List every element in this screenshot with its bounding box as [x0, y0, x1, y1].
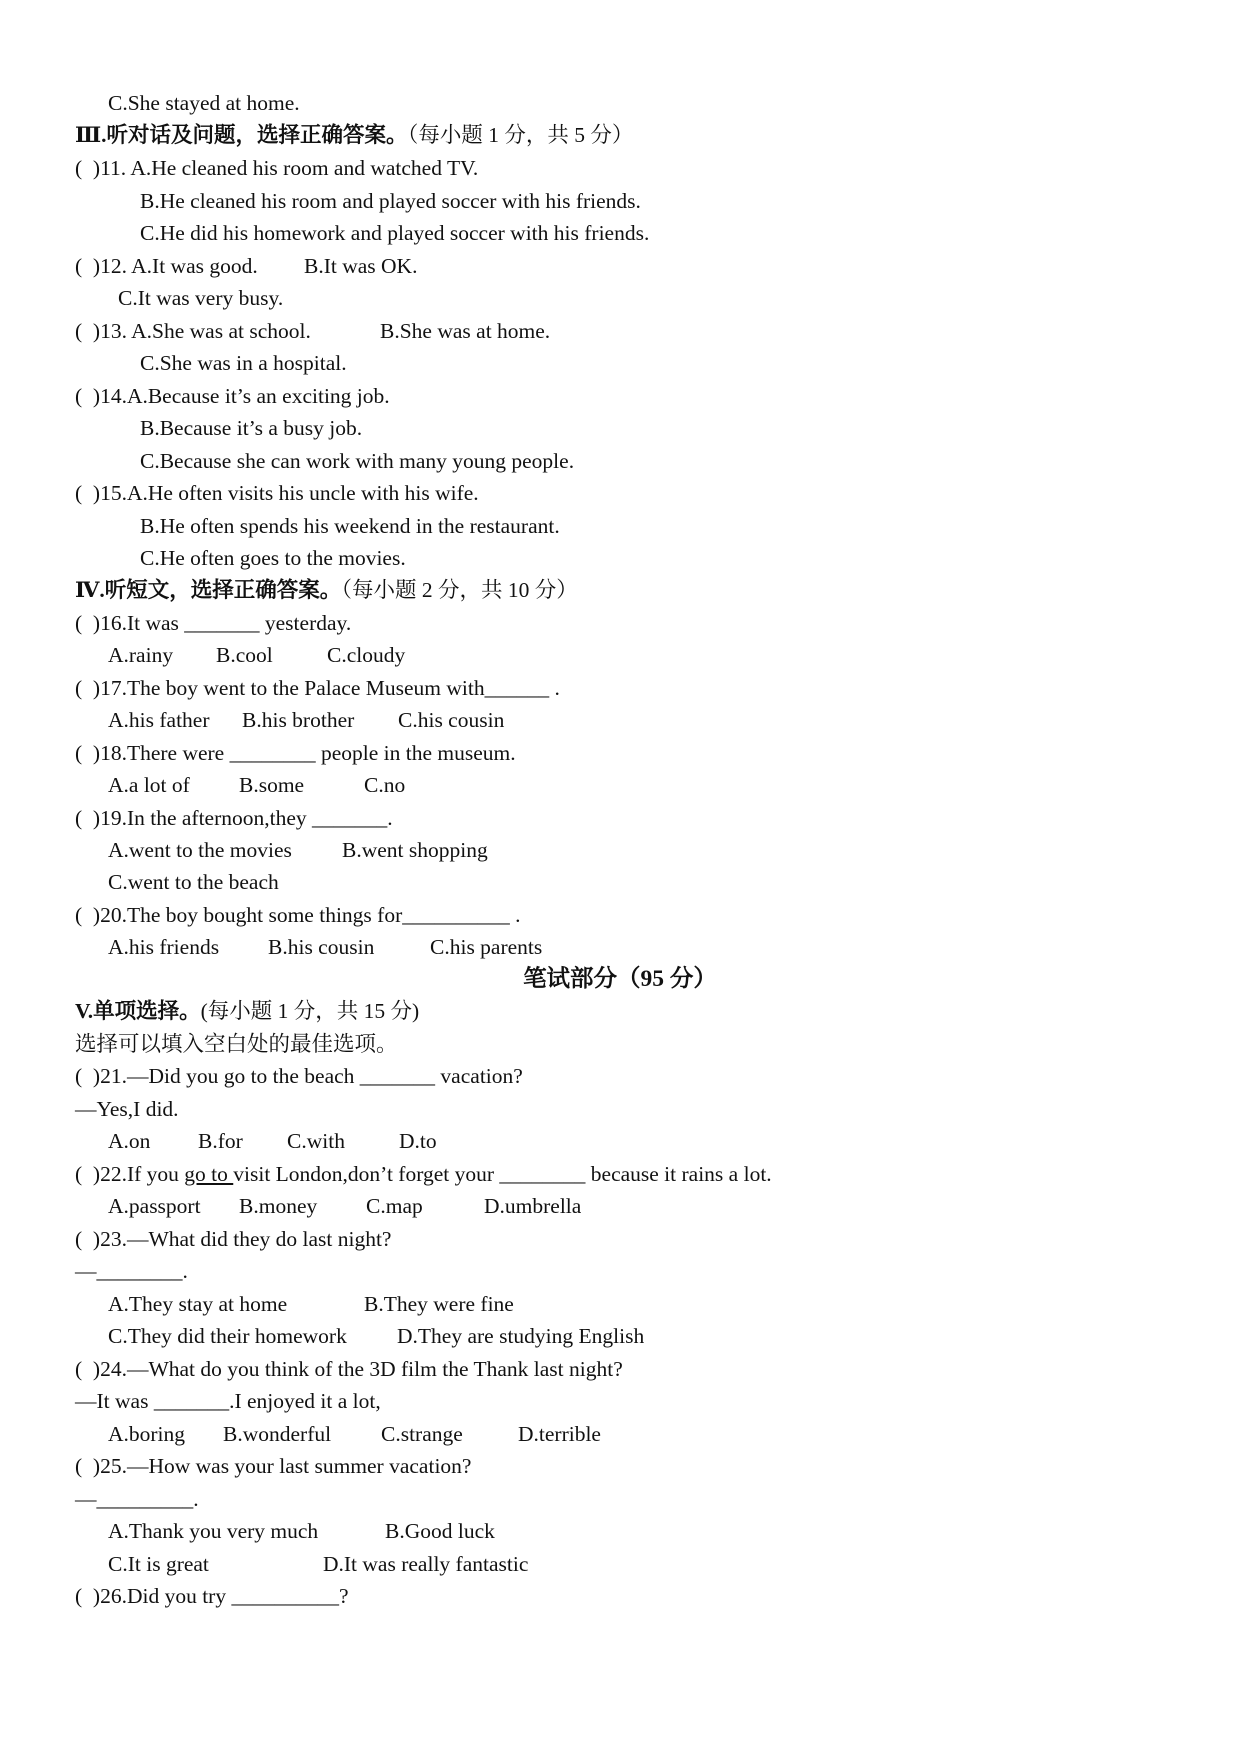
q25-option-a: A.Thank you very much [108, 1519, 319, 1543]
section-4-heading [75, 577, 578, 603]
q11-option-c: C.He did his homework and played soccer with his friends. [140, 221, 650, 245]
q13-stem: ( )13. A.She was at school. [75, 319, 311, 343]
q16-stem: ( )16.It was _______ yesterday. [75, 611, 352, 635]
q22-stem-start: ( )22.If you [75, 1162, 185, 1186]
q26-stem: ( )26.Did you try __________? [75, 1584, 349, 1608]
q24-option-c: C.strange [381, 1422, 463, 1446]
q23-option-a: A.They stay at home [108, 1292, 288, 1316]
q17-stem: ( )17.The boy went to the Palace Museum with______ . [75, 676, 560, 700]
q25-option-c: C.It is great [108, 1552, 209, 1576]
section-5-score: (每小题 1 分，共 15 分) [200, 999, 420, 1023]
q23-stem: ( )23.—What did they do last night? [75, 1227, 392, 1251]
q22-option-c: C.map [366, 1194, 423, 1218]
written-part-title: 笔试部分（95 分） [523, 966, 717, 992]
section-5-heading [75, 998, 419, 1024]
q20-option-c: C.his parents [430, 935, 543, 959]
q19-stem: ( )19.In the afternoon,they _______. [75, 806, 393, 830]
q17-option-a: A.his father [108, 708, 210, 732]
q22-stem [75, 1161, 772, 1187]
q11-stem: ( )11. A.He cleaned his room and watched TV. [75, 156, 479, 180]
q23-answer: —________. [75, 1259, 188, 1283]
q19-option-c: C.went to the beach [108, 870, 279, 894]
q14-stem: ( )14.A.Because it’s an exciting job. [75, 384, 390, 408]
q13-option-c: C.She was in a hospital. [140, 351, 347, 375]
q15-option-b: B.He often spends his weekend in the restaurant. [140, 514, 560, 538]
q24-answer: —It was _______.I enjoyed it a lot, [75, 1389, 381, 1413]
q13-option-b: B.She was at home. [380, 319, 551, 343]
section-4-title: Ⅳ.听短文，选择正确答案。 [75, 578, 342, 602]
q20-option-a: A.his friends [108, 935, 220, 959]
q21-option-c: C.with [287, 1129, 345, 1153]
q24-option-a: A.boring [108, 1422, 186, 1446]
q22-stem-end: visit London,don’t forget your ________ because it rains a lot. [233, 1162, 772, 1186]
q25-option-d: D.It was really fantastic [323, 1552, 529, 1576]
q17-option-b: B.his brother [242, 708, 355, 732]
section-5-instruction: 选择可以填入空白处的最佳选项。 [75, 1032, 398, 1056]
q12-option-b: B.It was OK. [304, 254, 418, 278]
q21-option-a: A.on [108, 1129, 151, 1153]
q14-option-c: C.Because she can work with many young people. [140, 449, 575, 473]
q21-option-d: D.to [399, 1129, 437, 1153]
q23-option-b: B.They were fine [364, 1292, 514, 1316]
q10-option-c: C.She stayed at home. [108, 91, 300, 115]
q18-option-b: B.some [239, 773, 305, 797]
q15-stem: ( )15.A.He often visits his uncle with his wife. [75, 481, 479, 505]
section-3-title: Ⅲ.听对话及问题，选择正确答案。 [75, 123, 408, 147]
q12-option-c: C.It was very busy. [118, 286, 284, 310]
q18-stem: ( )18.There were ________ people in the museum. [75, 741, 516, 765]
q24-stem: ( )24.—What do you think of the 3D film the Thank last night? [75, 1357, 623, 1381]
q25-stem: ( )25.—How was your last summer vacation? [75, 1454, 472, 1478]
q16-option-b: B.cool [216, 643, 273, 667]
q25-answer: —_________. [75, 1487, 199, 1511]
q11-option-b: B.He cleaned his room and played soccer with his friends. [140, 189, 641, 213]
section-3-score: （每小题 1 分，共 5 分） [407, 123, 634, 147]
q24-option-d: D.terrible [518, 1422, 601, 1446]
q15-option-c: C.He often goes to the movies. [140, 546, 406, 570]
section-4-score: （每小题 2 分，共 10 分） [341, 578, 578, 602]
section-5-title: V.单项选择。 [75, 999, 201, 1023]
q23-option-d: D.They are studying English [397, 1324, 645, 1348]
q24-option-b: B.wonderful [223, 1422, 332, 1446]
q20-option-b: B.his cousin [268, 935, 375, 959]
q21-stem: ( )21.—Did you go to the beach _______ vacation? [75, 1064, 523, 1088]
q20-stem: ( )20.The boy bought some things for__________ . [75, 903, 521, 927]
q22-option-b: B.money [239, 1194, 318, 1218]
q19-option-b: B.went shopping [342, 838, 488, 862]
q21-option-b: B.for [198, 1129, 243, 1153]
q23-option-c: C.They did their homework [108, 1324, 347, 1348]
q16-option-c: C.cloudy [327, 643, 406, 667]
q18-option-a: A.a lot of [108, 773, 190, 797]
q22-underlined-phrase: go to [184, 1162, 234, 1186]
section-3-heading [75, 122, 633, 148]
q21-answer: —Yes,I did. [75, 1097, 179, 1121]
q25-option-b: B.Good luck [385, 1519, 495, 1543]
q22-option-a: A.passport [108, 1194, 201, 1218]
q22-option-d: D.umbrella [484, 1194, 582, 1218]
q19-option-a: A.went to the movies [108, 838, 292, 862]
q17-option-c: C.his cousin [398, 708, 505, 732]
q12-stem: ( )12. A.It was good. [75, 254, 258, 278]
q14-option-b: B.Because it’s a busy job. [140, 416, 363, 440]
q16-option-a: A.rainy [108, 643, 174, 667]
q18-option-c: C.no [364, 773, 406, 797]
